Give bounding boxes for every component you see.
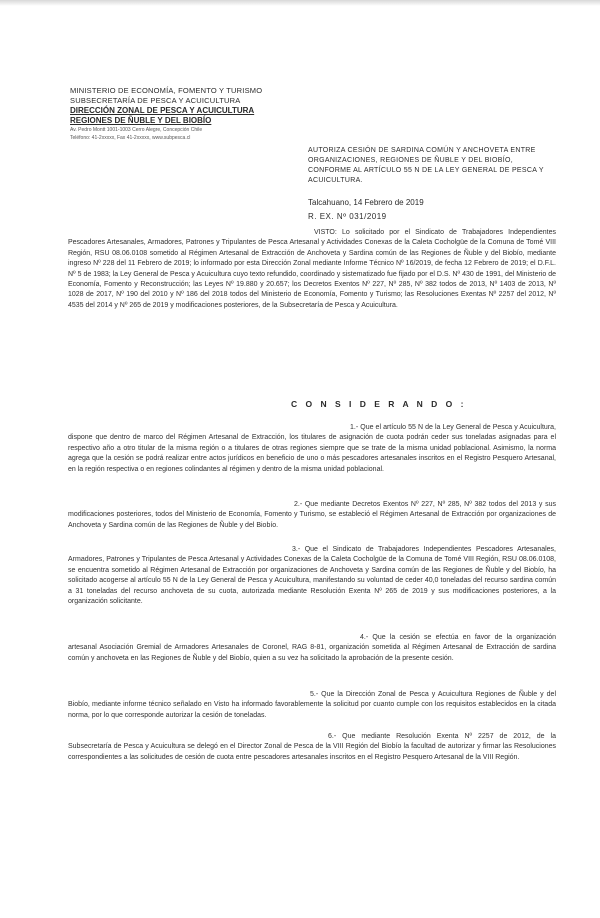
scan-shadow [0, 0, 600, 6]
resolution-number: R. EX. Nº 031/2019 [308, 212, 387, 221]
undersecretariat-line: SUBSECRETARÍA DE PESCA Y ACUICULTURA [70, 96, 241, 105]
regions-line: REGIONES DE ÑUBLE Y DEL BIOBÍO [70, 116, 212, 125]
ministry-line: MINISTERIO DE ECONOMÍA, FOMENTO Y TURISMO [70, 86, 263, 95]
visto-paragraph [68, 228, 556, 311]
resolution-subject: AUTORIZA CESIÓN DE SARDINA COMÚN Y ANCHOVETA ENTRE ORGANIZACIONES, REGIONES DE ÑUBLE Y DEL BIOBÍO, CONFORME AL ARTÍCULO 55 N DE LA LEY GENERAL DE PESCA Y ACUICULTURA. [308, 147, 544, 184]
considerando-6 [68, 732, 556, 763]
considerando-4 [68, 633, 556, 664]
place-date: Talcahuano, 14 Febrero de 2019 [308, 198, 424, 207]
considerando-1 [68, 423, 556, 475]
considerando-6-text: 6.- Que mediante Resolución Exenta Nº 2257 de 2012, de la Subsecretaría de Pesca y Acuicultura se delegó en el Director Zonal de Pesca de la VIII Región del Biobío la facultad de autorizar y firmar las Resoluciones correspondientes a las solicitudes de cesión de cuota entre pescadores artesanales inscritos en el Registro Pesquero Artesanal de la VIII Región. [68, 733, 556, 761]
considerando-5-text: 5.- Que la Dirección Zonal de Pesca y Acuicultura Regiones de Ñuble y del Biobío, mediante informe técnico señalado en Visto ha informado favorablemente la solicitud por cuanto cumple con los requisitos establecidos en la citada norma, por lo que corresponde autorizar la cesión de toneladas. [68, 691, 556, 719]
considerando-heading: C O N S I D E R A N D O : [291, 399, 467, 409]
considerando-2-text: 2.- Que mediante Decretos Exentos Nº 227, Nº 285, Nº 382 todos del 2013 y sus modificaciones posteriores, todos del Ministerio de Economía, Fomento y Turismo, se estableció el Régimen Artesanal de Extracción por organizaciones de Anchoveta y Sardina común de las Regiones de Ñuble y del Biobío. [68, 501, 556, 529]
considerando-1-text: 1.- Que el artículo 55 N de la Ley General de Pesca y Acuicultura, dispone que dentro de marco del Régimen Artesanal de Extracción, los titulares de asignación de cuota podrán ceder sus toneladas asignadas para el respectivo año a otro titular de la misma región o a titulares de otras regiones siempre que se trate de la misma unidad poblacional. Asimismo, la norma agrega que la cesión se podrá realizar entre actos jurídicos en beneficio de uno o más pescadores artesanales inscritos en el Registro Pesquero Artesanal, en la región respectiva o en regiones colindantes al régimen y dentro de la misma unidad poblacional. [68, 424, 556, 473]
visto-text: VISTO: Lo solicitado por el Sindicato de Trabajadores Independientes Pescadores Artesanales, Armadores, Patrones y Tripulantes de Pesca Artesanal y Actividades Conexas de la Caleta Cocholgüe de la Comuna de Tomé VIII Región, RSU 08.06.0108 sometido al Régimen Artesanal de Extracción de Anchoveta y Sardina común de las Regiones de Ñuble y del Biobío, mediante ingreso Nº 228 del 11 Febrero de 2019; lo informado por esta Dirección Zonal mediante Informe Técnico Nº 16/2019, de fecha 12 Febrero de 2019; el D.F.L. Nº 5 de 1983; la Ley General de Pesca y Acuicultura cuyo texto refundido, coordinado y sistematizado fue fijado por el D.S. Nº 430 de 1991, del Ministerio de Economía, Fomento y Reconstrucción; las Leyes Nº 19.880 y 20.657; los Decretos Exentos Nº 227, Nº 285, Nº 382 todos de 2013, Nº 1403 de 2013, Nº 1028 de 2017, Nº 190 del 2010 y Nº 186 del 2018 todos del Ministerio de Economía, Fomento y Turismo; las Resoluciones Exentas Nº 2257 del 2012, Nº 4535 del 2014 y Nº 265 de 2019 y modificaciones posteriores, de la Subsecretaría de Pesca y Acuicultura. [68, 229, 556, 309]
considerando-3-text: 3.- Que el Sindicato de Trabajadores Independientes Pescadores Artesanales, Armadores, Patrones y Tripulantes de Pesca Artesanal y Actividades Conexas de la Caleta Cocholgüe de la Comuna de Tomé VIII Región, RSU 08.06.0108, se encuentra sometido al Régimen Artesanal de Extracción por organizaciones de Anchoveta y Sardina común de las Regiones de Ñuble y del Biobío, ha solicitado acogerse al artículo 55 N de la Ley General de Pesca y Acuicultura, manifestando su voluntad de ceder 40,0 toneladas del recurso sardina común a 31 toneladas del recurso anchoveta de su cuota, autorizada mediante Resolución Exenta Nº 265 de 2019 y sus modificaciones posteriores, a la organización solicitante. [68, 546, 556, 606]
considerando-3 [68, 545, 556, 607]
considerando-5 [68, 690, 556, 721]
considerando-2 [68, 500, 556, 531]
directorate-line: DIRECCIÓN ZONAL DE PESCA Y ACUICULTURA [70, 106, 255, 115]
address-line-2: Teléfono: 41-2xxxxx, Fax 41-2xxxxx, www.subpesca.cl [70, 134, 191, 141]
address-line-1: Av. Pedro Montt 1001-1003 Cerro Alegre, Concepción Chile [70, 127, 203, 133]
considerando-4-text: 4.- Que la cesión se efectúa en favor de la organización artesanal Asociación Gremial de Armadores Artesanales de Coronel, RAG 8-81, organización sometida al Régimen Artesanal de Extracción de sardina común y anchoveta en las Regiones de Ñuble y del Biobío, quien a su vez ha solicitado la aprobación de la presente cesión. [68, 634, 556, 662]
letterhead [70, 86, 300, 141]
